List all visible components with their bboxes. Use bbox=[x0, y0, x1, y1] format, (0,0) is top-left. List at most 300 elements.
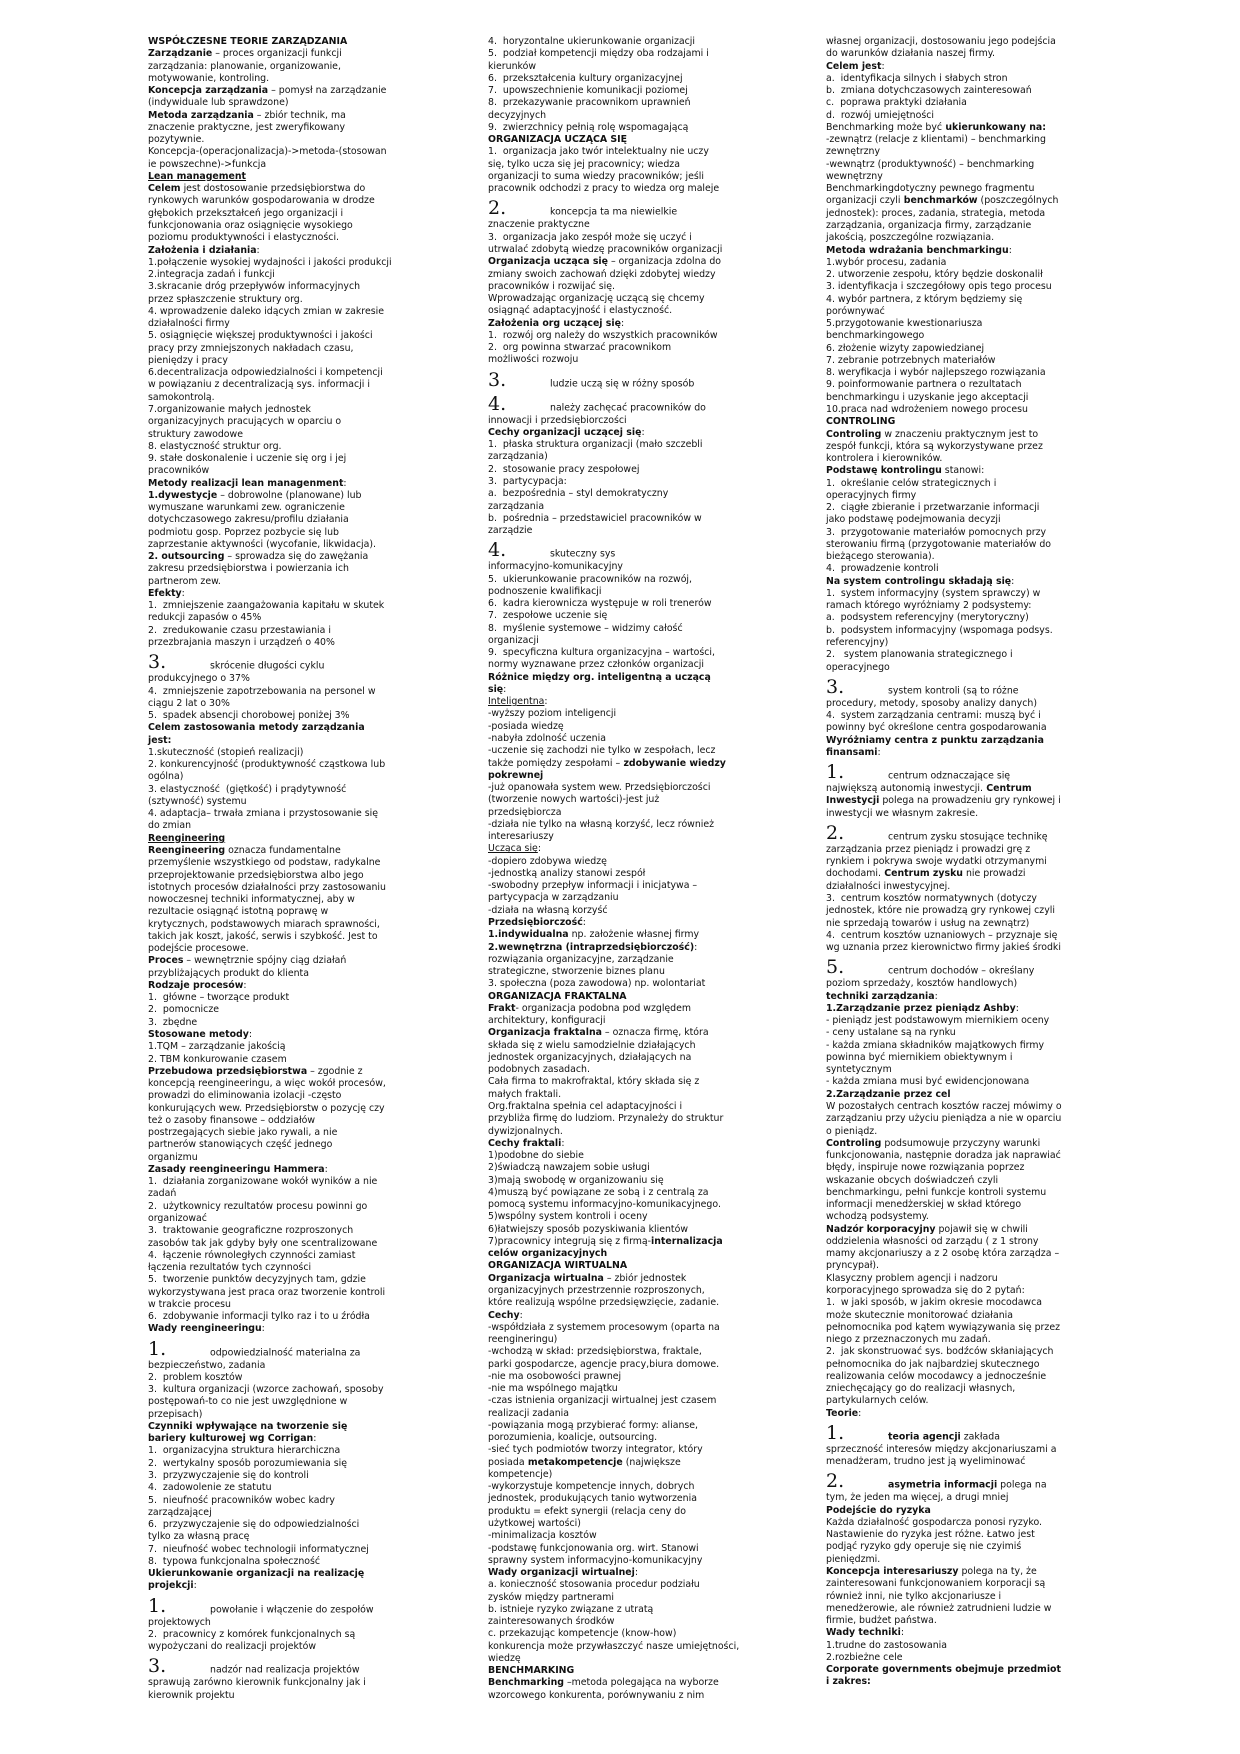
text-line bbox=[148, 600, 416, 612]
line-text: ORGANIZACJA FRAKTALNA bbox=[488, 990, 627, 1002]
line-text-rest: polega na prowadzeniu gry rynkowej i bbox=[879, 795, 1061, 807]
text-line bbox=[826, 1422, 1094, 1444]
text-line bbox=[826, 844, 1094, 856]
line-text: 7.organizowanie małych jednostek bbox=[148, 403, 311, 415]
line-text-rest: – pomysł na zarządzanie bbox=[268, 85, 387, 97]
text-line bbox=[148, 146, 416, 158]
text-line bbox=[148, 1617, 416, 1629]
text-line bbox=[148, 919, 416, 931]
text-line bbox=[148, 355, 416, 367]
line-text: dotychczasowego zakresu/profilu działania bbox=[148, 514, 349, 526]
line-text: 9. poinformowanie partnera o rezultatach bbox=[826, 379, 1022, 391]
line-text: Zarządzanie bbox=[148, 48, 213, 60]
text-line bbox=[488, 97, 756, 109]
text-line bbox=[488, 476, 756, 488]
line-text: -uczenie się zachodzi nie tylko w zespołach, lecz bbox=[488, 745, 716, 757]
line-text: kierownik projektu bbox=[148, 1689, 235, 1701]
text-line bbox=[826, 1346, 1094, 1358]
text-line bbox=[826, 404, 1094, 416]
line-text-rest: polega na ty, że bbox=[958, 1566, 1037, 1578]
line-text: c. poprawa praktyki działania bbox=[826, 97, 967, 109]
text-line bbox=[488, 831, 756, 843]
text-line bbox=[826, 649, 1094, 661]
line-text: 1. działania zorganizowane wokół wyników a nie bbox=[148, 1176, 378, 1188]
text-line bbox=[826, 1089, 1094, 1101]
line-text: organizacji bbox=[488, 634, 539, 646]
line-text: struktury zawodowe bbox=[148, 428, 243, 440]
text-line bbox=[488, 623, 756, 635]
line-text: -wykorzystuje kompetencje innych, dobrych bbox=[488, 1481, 695, 1493]
line-text: strategiczne, stworzenie biznes planu bbox=[488, 966, 665, 978]
line-text-rest: pojawił się w chwili bbox=[935, 1223, 1028, 1235]
text-line bbox=[826, 1652, 1094, 1664]
line-text-rest: jest dostosowanie przedsiębiorstwa do bbox=[180, 183, 366, 195]
line-text: 4. centrum kosztów uznaniowych – przyznaje się bbox=[826, 929, 1058, 941]
text-line bbox=[148, 122, 416, 134]
text-line bbox=[488, 1285, 756, 1297]
text-line bbox=[148, 1556, 416, 1568]
line-text: podmiotu gosp. Poprzez pozbycie się lub bbox=[148, 526, 339, 538]
line-text: 2. org powinna stwarzać pracownikom bbox=[488, 342, 672, 354]
text-line bbox=[488, 1064, 756, 1076]
list-number: 2. bbox=[826, 1470, 845, 1493]
line-text: d. rozwój umiejętności bbox=[826, 109, 934, 121]
text-line bbox=[826, 539, 1094, 551]
line-text: pracy przy zmniejszonych nakładach czasu, bbox=[148, 342, 354, 354]
line-text: 2.integracja zadań i funkcji bbox=[148, 269, 275, 281]
line-text: wypożyczani do realizacji projektów bbox=[148, 1641, 316, 1653]
line-text: -nie ma wspólnego majątku bbox=[488, 1383, 618, 1395]
line-text: sprawują zarówno kierownik funkcjonalny jak i bbox=[148, 1677, 366, 1689]
line-text: samokontrolą. bbox=[148, 391, 215, 403]
text-line bbox=[148, 894, 416, 906]
text-line bbox=[148, 771, 416, 783]
text-line bbox=[826, 722, 1094, 734]
line-text: pieniędzmi. bbox=[826, 1553, 881, 1565]
line-text: znaczenie praktyczne bbox=[488, 219, 590, 231]
text-line bbox=[826, 1541, 1094, 1553]
line-text: kierunków bbox=[488, 60, 537, 72]
list-number: 1. bbox=[148, 1337, 167, 1360]
text-line bbox=[826, 429, 1094, 441]
line-text: bariery kulturowej wg Corrigan bbox=[148, 1433, 314, 1445]
line-text: zespół funkcji, która są wykorzystywane przez bbox=[826, 440, 1043, 452]
line-text: 3.skracanie dróg przepływów informacyjnych bbox=[148, 281, 361, 293]
text-line bbox=[148, 1519, 416, 1531]
text-line bbox=[826, 1395, 1094, 1407]
line-text: a. bezpośrednia – styl demokratyczny bbox=[488, 488, 669, 500]
line-text: 1.skuteczność (stopień realizacji) bbox=[148, 746, 304, 758]
line-text: przedsiębiorcza bbox=[488, 806, 562, 818]
line-text: Celem zastosowania metody zarządzania bbox=[148, 722, 365, 734]
line-text: 1. system informacyjny (system sprawczy) w bbox=[826, 587, 1041, 599]
line-text: Rodzaje procesów bbox=[148, 979, 244, 991]
text-line bbox=[148, 1078, 416, 1090]
line-text: koncepcją reengineeringu, a więc wokół procesów, bbox=[148, 1078, 386, 1090]
line-text: jednostek, które nie prowadzą gry rynkowej czyli bbox=[826, 905, 1055, 917]
text-line bbox=[148, 465, 416, 477]
line-text: 3. kultura organizacji (wzorce zachowań, sposoby bbox=[148, 1384, 384, 1396]
text-line bbox=[488, 122, 756, 134]
line-text: wiedzę bbox=[488, 1652, 521, 1664]
text-line bbox=[148, 330, 416, 342]
line-text: skuteczny sys bbox=[550, 549, 616, 561]
list-number: 1. bbox=[826, 761, 845, 784]
line-text: poziom sprzedaży, kosztów handlowych) bbox=[826, 978, 1018, 990]
line-text: Na system controlingu składają się bbox=[826, 575, 1012, 587]
line-text-rest: - organizacja podobna pod względem bbox=[515, 1002, 692, 1014]
line-text: 4. system zarządzania centrami: muszą być i bbox=[826, 710, 1041, 722]
line-text-rest: : bbox=[934, 990, 938, 1002]
text-line bbox=[826, 195, 1094, 207]
line-text: koncepcja ta ma niewielkie bbox=[550, 207, 678, 219]
text-line bbox=[148, 306, 416, 318]
line-text: sprzeczność interesów między akcjonariuszami a bbox=[826, 1443, 1057, 1455]
text-line bbox=[826, 134, 1094, 146]
line-text: 7. upowszechnienie komunikacji poziomej bbox=[488, 85, 688, 97]
text-line bbox=[488, 954, 756, 966]
line-text: działalności firmy bbox=[148, 318, 230, 330]
text-line bbox=[826, 1578, 1094, 1590]
text-line bbox=[826, 343, 1094, 355]
line-text: b. pośrednia – przedstawiciel pracowników w bbox=[488, 512, 702, 524]
text-line bbox=[826, 905, 1094, 917]
text-line bbox=[826, 453, 1094, 465]
text-line bbox=[148, 1445, 416, 1457]
text-line bbox=[148, 367, 416, 379]
line-text: 1.dywestycje bbox=[148, 489, 218, 501]
line-text: sterowaniu firmą (przygotowanie materiałów do bbox=[826, 538, 1052, 550]
line-text: realizacji zadania bbox=[488, 1407, 570, 1419]
text-line bbox=[826, 930, 1094, 942]
text-line bbox=[826, 1310, 1094, 1322]
text-line bbox=[148, 73, 416, 85]
line-text: 2.Zarządzanie przez cel bbox=[826, 1088, 951, 1100]
line-text-rest: – zbiór technik, ma bbox=[253, 109, 346, 121]
text-line bbox=[488, 1310, 756, 1322]
line-text: pryncypał). bbox=[826, 1260, 879, 1272]
line-text: się bbox=[488, 683, 504, 695]
line-text: partnerów stanowiących część jednego bbox=[148, 1139, 333, 1151]
text-line bbox=[826, 563, 1094, 575]
line-text: pracowników bbox=[148, 465, 210, 477]
text-line bbox=[826, 1150, 1094, 1162]
line-text: prowadzi do eliminowania izolacji -często bbox=[148, 1090, 342, 1102]
line-text: c. przekazując kompetencje (know-how) bbox=[488, 1628, 677, 1640]
text-line bbox=[488, 1297, 756, 1309]
text-line bbox=[488, 819, 756, 831]
line-text: wewnętrzny bbox=[826, 170, 883, 182]
line-text: 5)wspólny system kontroli i oceny bbox=[488, 1211, 648, 1223]
line-text: Stosowane metody bbox=[148, 1028, 249, 1040]
text-line bbox=[148, 1495, 416, 1507]
line-text-rest: : bbox=[243, 979, 247, 991]
line-text: Ucząca się bbox=[488, 843, 538, 855]
line-text: wzorcowego konkurenta, porównywaniu z nim bbox=[488, 1689, 705, 1701]
text-line bbox=[488, 708, 756, 720]
line-text: centrum zysku stosujące technikę bbox=[888, 831, 1048, 843]
line-text: 6.decentralizacja odpowiedzialności i kompetencji bbox=[148, 367, 383, 379]
text-line bbox=[826, 1627, 1094, 1639]
text-line bbox=[148, 563, 416, 575]
line-text: 3. identyfikacja i szczegółowy opis tego procesu bbox=[826, 281, 1052, 293]
text-line bbox=[488, 1003, 756, 1015]
line-text-rest: : bbox=[620, 317, 625, 329]
line-text: 2. zredukowanie czasu przestawiania i bbox=[148, 624, 331, 636]
line-text: a. podsystem referencyjny (merytoryczny) bbox=[826, 612, 1029, 624]
text-line bbox=[826, 269, 1094, 281]
line-text: Różnice między org. inteligentną a uczącą bbox=[488, 671, 711, 683]
line-text: Podstawę kontrolingu bbox=[826, 465, 942, 477]
text-line bbox=[488, 1126, 756, 1138]
text-line bbox=[826, 1383, 1094, 1395]
text-line bbox=[488, 1579, 756, 1591]
line-text: -jednostką analizy stanowi zespół bbox=[488, 867, 646, 879]
text-line bbox=[148, 968, 416, 980]
line-text: rynkowych warunków gospodarowania w drodze bbox=[148, 195, 375, 207]
text-line bbox=[148, 1127, 416, 1139]
line-text: centrum dochodów – określany bbox=[888, 966, 1035, 978]
text-line bbox=[488, 1493, 756, 1505]
line-text-rest: : bbox=[1008, 244, 1012, 256]
text-line bbox=[488, 758, 756, 770]
line-text: 2. konkurencyjność (produktywność cząstkowa lub bbox=[148, 759, 386, 771]
line-text: partykularnych celów. bbox=[826, 1395, 929, 1407]
text-line bbox=[488, 1628, 756, 1640]
line-text: pomocą systemu informacyjno-komunikacyjnego. bbox=[488, 1199, 721, 1211]
text-line bbox=[148, 1213, 416, 1225]
line-text: procedury, metody, sposoby analizy danych) bbox=[826, 697, 1037, 709]
line-text: organizmu bbox=[148, 1151, 198, 1163]
line-text: przemyślenie wszystkiego od podstaw, radykalne bbox=[148, 857, 381, 869]
text-line bbox=[148, 1274, 416, 1286]
line-text: o pieniądz. bbox=[826, 1125, 878, 1137]
text-line bbox=[826, 1676, 1094, 1688]
text-line bbox=[148, 651, 416, 673]
line-text: -zewnątrz (relacje z klientami) – benchmarking bbox=[826, 134, 1046, 146]
line-text: jednostek, produkujących tanio wytworzenia bbox=[488, 1493, 697, 1505]
list-number: 3. bbox=[488, 368, 507, 391]
line-text: 3. elastyczność (giętkość) i prądytywność bbox=[148, 783, 347, 795]
text-line bbox=[488, 85, 756, 97]
text-line bbox=[148, 48, 416, 60]
line-text: 6. zdobywanie informacji tylko raz i to u źródła bbox=[148, 1311, 370, 1323]
text-line bbox=[148, 1103, 416, 1115]
line-text: W pozostałych centrach kosztów raczej mówimy o bbox=[826, 1100, 1062, 1112]
line-text-bold: internalizacja bbox=[651, 1235, 723, 1247]
line-text: techniki zarządzania bbox=[826, 990, 935, 1002]
line-text: jednostek): proces, zadania, strategia, metoda bbox=[826, 207, 1046, 219]
line-text: kompetencje) bbox=[488, 1468, 553, 1480]
line-text: 2. stosowanie pracy zespołowej bbox=[488, 463, 640, 475]
line-text: Organizacja wirtualna bbox=[488, 1272, 604, 1284]
line-text: 1.TQM – zarządzanie jakością bbox=[148, 1041, 286, 1053]
line-text: działalności inwestycyjnej. bbox=[826, 880, 951, 892]
text-line bbox=[148, 1629, 416, 1641]
text-line bbox=[488, 647, 756, 659]
line-text: 2)świadczą nawzajem sobie usługi bbox=[488, 1162, 650, 1174]
line-text: ORGANIZACJA WIRTUALNA bbox=[488, 1260, 628, 1272]
text-line bbox=[826, 61, 1094, 73]
line-text: Organizacja ucząca się bbox=[488, 256, 608, 268]
text-line bbox=[148, 1066, 416, 1078]
text-line bbox=[488, 610, 756, 622]
line-text: 4. łączenie równoległych czynności zamiast bbox=[148, 1249, 356, 1261]
line-text: rynkiem i pokrywa swoje wydatki otrzymanymi bbox=[826, 856, 1047, 868]
line-text: architektury, konfiguracji bbox=[488, 1015, 606, 1027]
line-text-rest: nie prowadzi bbox=[962, 868, 1026, 880]
line-text-rest: : bbox=[561, 1137, 565, 1149]
text-line bbox=[826, 122, 1094, 134]
line-text: ciągu 2 lat o 30% bbox=[148, 697, 230, 709]
line-text: jednostek organizacyjnych, działających na bbox=[488, 1051, 692, 1063]
text-line bbox=[488, 966, 756, 978]
text-line bbox=[826, 502, 1094, 514]
line-text: w trakcie procesu bbox=[148, 1298, 231, 1310]
text-line bbox=[488, 159, 756, 171]
line-text: 5. podział kompetencji między oba rodzajami i bbox=[488, 48, 709, 60]
text-line bbox=[826, 956, 1094, 978]
line-text: produktu = efekt synergii (relacja ceny do bbox=[488, 1505, 686, 1517]
line-text: ORGANIZACJA UCZĄCA SIĘ bbox=[488, 134, 628, 146]
text-line bbox=[148, 686, 416, 698]
text-line bbox=[148, 1152, 416, 1164]
text-line bbox=[826, 1187, 1094, 1199]
list-number: 3. bbox=[148, 651, 167, 674]
line-text: informacji menedżerskiej w skład którego bbox=[826, 1199, 1022, 1211]
text-line bbox=[148, 134, 416, 146]
text-line bbox=[148, 1029, 416, 1041]
text-line bbox=[488, 1543, 756, 1555]
text-line bbox=[488, 1592, 756, 1604]
text-line bbox=[148, 318, 416, 330]
line-text: -działa nie tylko na własną korzyść, lecz również bbox=[488, 818, 715, 830]
line-text: 4. prowadzenie kontroli bbox=[826, 563, 939, 575]
text-line bbox=[488, 1175, 756, 1187]
line-text: Reengineering bbox=[148, 845, 226, 856]
text-line bbox=[826, 662, 1094, 674]
text-line bbox=[826, 1101, 1094, 1113]
text-line bbox=[826, 1064, 1094, 1076]
text-line bbox=[148, 269, 416, 281]
text-line bbox=[488, 1138, 756, 1150]
text-line bbox=[148, 796, 416, 808]
line-text: 1.połączenie wysokiej wydajności i jakości produkcji bbox=[148, 256, 392, 268]
text-line bbox=[488, 1211, 756, 1223]
line-text: 1. zmniejszenie zaangażowania kapitału w skutek bbox=[148, 600, 385, 612]
line-text: łączenia rezultatów tych czynności bbox=[148, 1262, 312, 1274]
line-text: -minimalizacja kosztów bbox=[488, 1530, 597, 1542]
line-text: 3. przyzwyczajenie się do kontroli bbox=[148, 1470, 309, 1482]
line-text: się, tylko ucza się jej pracownicy; wiedza bbox=[488, 158, 680, 170]
line-text: innowacji i przedsiębiorczości bbox=[488, 414, 627, 426]
line-text: inwestycji we własnym zakresie. bbox=[826, 807, 979, 819]
line-text: bezpieczeństwo, zadania bbox=[148, 1359, 266, 1371]
line-text: 8. typowa funkcjonalna społeczność bbox=[148, 1555, 321, 1567]
line-text: operacyjnego bbox=[826, 661, 890, 673]
line-text: zarządzania, organizacja firmy, zarządzanie bbox=[826, 219, 1032, 231]
line-text: zarządzaniu przy użyciu pieniądza a nie w oparciu bbox=[826, 1113, 1062, 1125]
line-text: korporacyjnego sprowadza się do 2 pytań: bbox=[826, 1284, 1025, 1296]
line-text: 7. zebranie potrzebnych materiałów bbox=[826, 354, 996, 366]
text-line bbox=[488, 1113, 756, 1125]
line-text: możliwości rozwoju bbox=[488, 354, 579, 366]
text-line bbox=[488, 1530, 756, 1542]
line-text-rest: – sprowadza się do zawężania bbox=[224, 551, 369, 563]
line-text: 4. adaptacja– trwała zmiana i przystosowanie się bbox=[148, 808, 379, 820]
line-text: syntetycznym bbox=[826, 1064, 892, 1076]
text-line bbox=[826, 281, 1094, 293]
line-text-rest: – dobrowolne (planowane) lub bbox=[217, 489, 362, 501]
line-text-rest: : bbox=[641, 426, 645, 438]
text-line bbox=[148, 808, 416, 820]
line-text: 1.indywidualna bbox=[488, 929, 569, 941]
line-text: nowoczesnej techniki informatycznej, aby w bbox=[148, 894, 355, 906]
line-text: Inwestycji bbox=[826, 795, 880, 807]
text-line bbox=[826, 220, 1094, 232]
line-text: - każda zmiana musi być ewidencjonowana bbox=[826, 1076, 1030, 1088]
text-line bbox=[826, 318, 1094, 330]
text-line bbox=[826, 367, 1094, 379]
line-text: 7. nieufność wobec technologii informatycznej bbox=[148, 1543, 369, 1555]
line-text: 6. kadra kierownicza występuje w roli trenerów bbox=[488, 598, 712, 610]
text-line bbox=[148, 404, 416, 416]
text-line bbox=[148, 845, 416, 857]
text-line bbox=[488, 856, 756, 868]
text-line bbox=[488, 1322, 756, 1334]
line-text: Wprowadzając organizację uczącą się chcemy bbox=[488, 293, 705, 305]
text-line bbox=[826, 73, 1094, 85]
text-line bbox=[148, 245, 416, 257]
line-text: 2.wewnętrzna (intraprzedsiębiorczość) bbox=[488, 941, 695, 953]
line-text: motywowanie, kontroling. bbox=[148, 72, 270, 84]
line-text: 9. specyficzna kultura organizacyjna – wartości, bbox=[488, 647, 716, 659]
text-line bbox=[826, 490, 1094, 502]
text-line bbox=[488, 1383, 756, 1395]
text-line bbox=[148, 36, 416, 48]
text-line bbox=[488, 539, 756, 561]
text-line bbox=[488, 868, 756, 880]
line-text: firmie, budżet państwa. bbox=[826, 1615, 937, 1627]
text-line bbox=[826, 146, 1094, 158]
line-text: a. identyfikacja silnych i słabych stron bbox=[826, 72, 1008, 84]
line-text: Benchmarkingdotyczny pewnego fragmentu bbox=[826, 183, 1035, 195]
text-line bbox=[826, 1554, 1094, 1566]
text-line bbox=[148, 710, 416, 722]
text-line bbox=[488, 36, 756, 48]
text-line bbox=[148, 1115, 416, 1127]
line-text: partycypacja w zarządzaniu bbox=[488, 892, 619, 904]
text-line bbox=[488, 1604, 756, 1616]
line-text-bold: zdobywanie wiedzy bbox=[620, 757, 726, 769]
line-text: zakresu przedsiębiorstwa i powierzania ich bbox=[148, 563, 349, 575]
text-line bbox=[488, 1273, 756, 1285]
text-line bbox=[826, 514, 1094, 526]
line-text: 4. wprowadzenie daleko idących zmian w zakresie bbox=[148, 305, 384, 317]
line-text: 2.rozbieżne cele bbox=[826, 1651, 903, 1663]
line-text-rest: : bbox=[261, 1323, 265, 1335]
text-line bbox=[148, 625, 416, 637]
text-line bbox=[148, 612, 416, 624]
text-line bbox=[488, 1567, 756, 1579]
text-line bbox=[148, 294, 416, 306]
text-line bbox=[148, 1690, 416, 1702]
text-line bbox=[488, 171, 756, 183]
list-number: 2. bbox=[488, 197, 507, 220]
text-line bbox=[826, 676, 1094, 698]
line-text: -posiada wiedzę bbox=[488, 720, 564, 732]
line-text: do warunków działania naszej firmy. bbox=[826, 48, 995, 60]
